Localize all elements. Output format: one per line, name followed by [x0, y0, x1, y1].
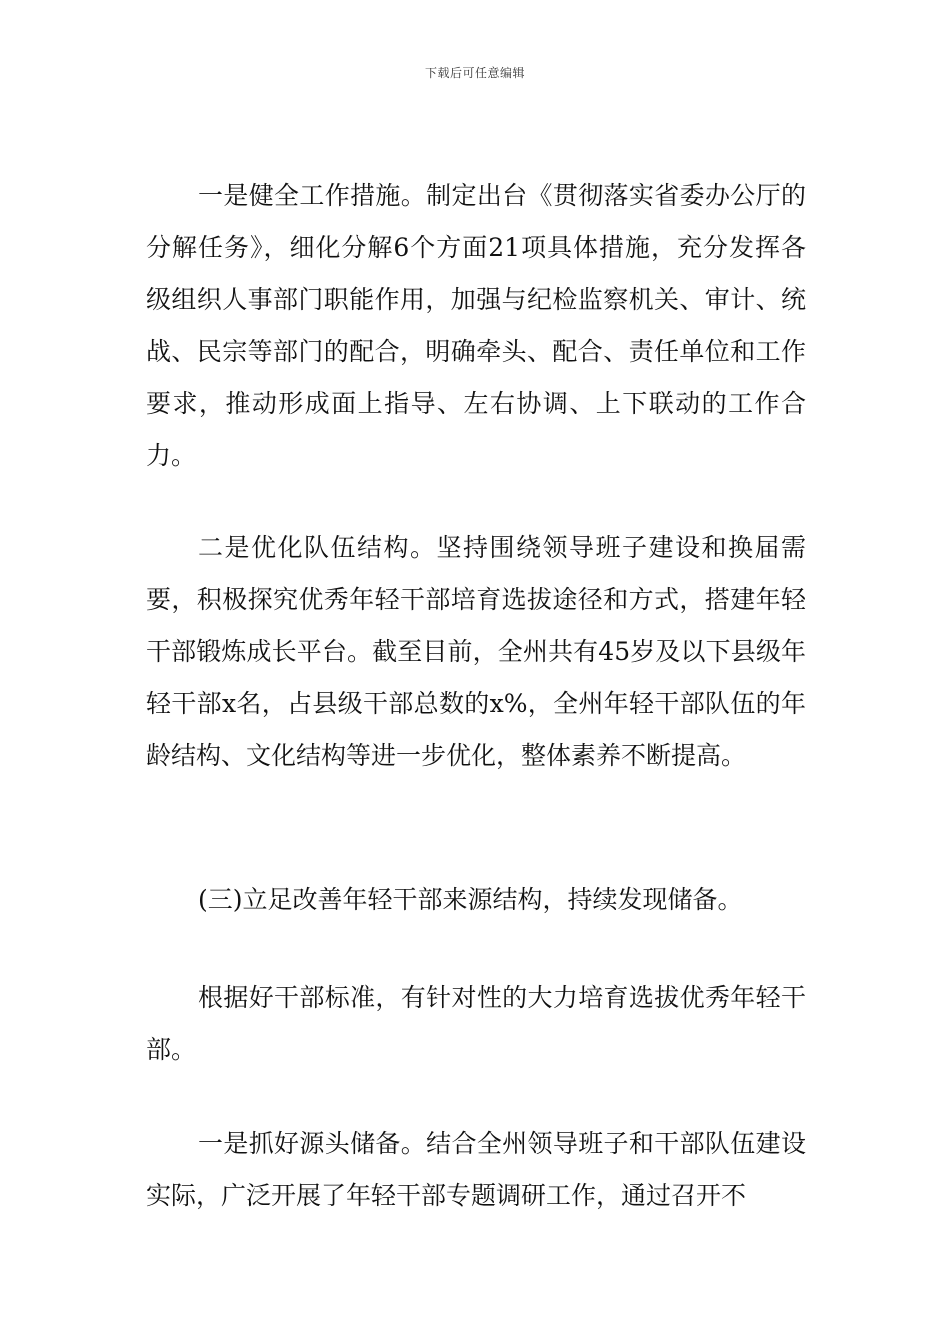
paragraph-5: 一是抓好源头储备。结合全州领导班子和干部队伍建设实际，广泛开展了年轻干部专题调研工作，通过召开不: [146, 1129, 806, 1210]
paragraph-2: 二是优化队伍结构。坚持围绕领导班子建设和换届需要，积极探究优秀年轻干部培育选拔途径和方式，搭建年轻干部锻炼成长平台。截至目前，全州共有45岁及以下县级年轻干部x名，占县级干部总数的x%，全州年轻干部队伍的年龄结构、文化结构等进一步优化，整体素养不断提高。: [146, 533, 806, 770]
page-header: 下载后可任意编辑: [424, 66, 525, 80]
paragraph-3: (三)立足改善年轻干部来源结构，持续发现储备。: [198, 885, 743, 914]
paragraph-4: 根据好干部标准，有针对性的大力培育选拔优秀年轻干部。: [146, 983, 806, 1064]
paragraph-1: 一是健全工作措施。制定出台《贯彻落实省委办公厅的分解任务》，细化分解6个方面21项具体措施，充分发挥各级组织人事部门职能作用，加强与纪检监察机关、审计、统战、民宗等部门的配合，明确牵头、配合、责任单位和工作要求，推动形成面上指导、左右协调、上下联动的工作合力。: [146, 181, 806, 470]
